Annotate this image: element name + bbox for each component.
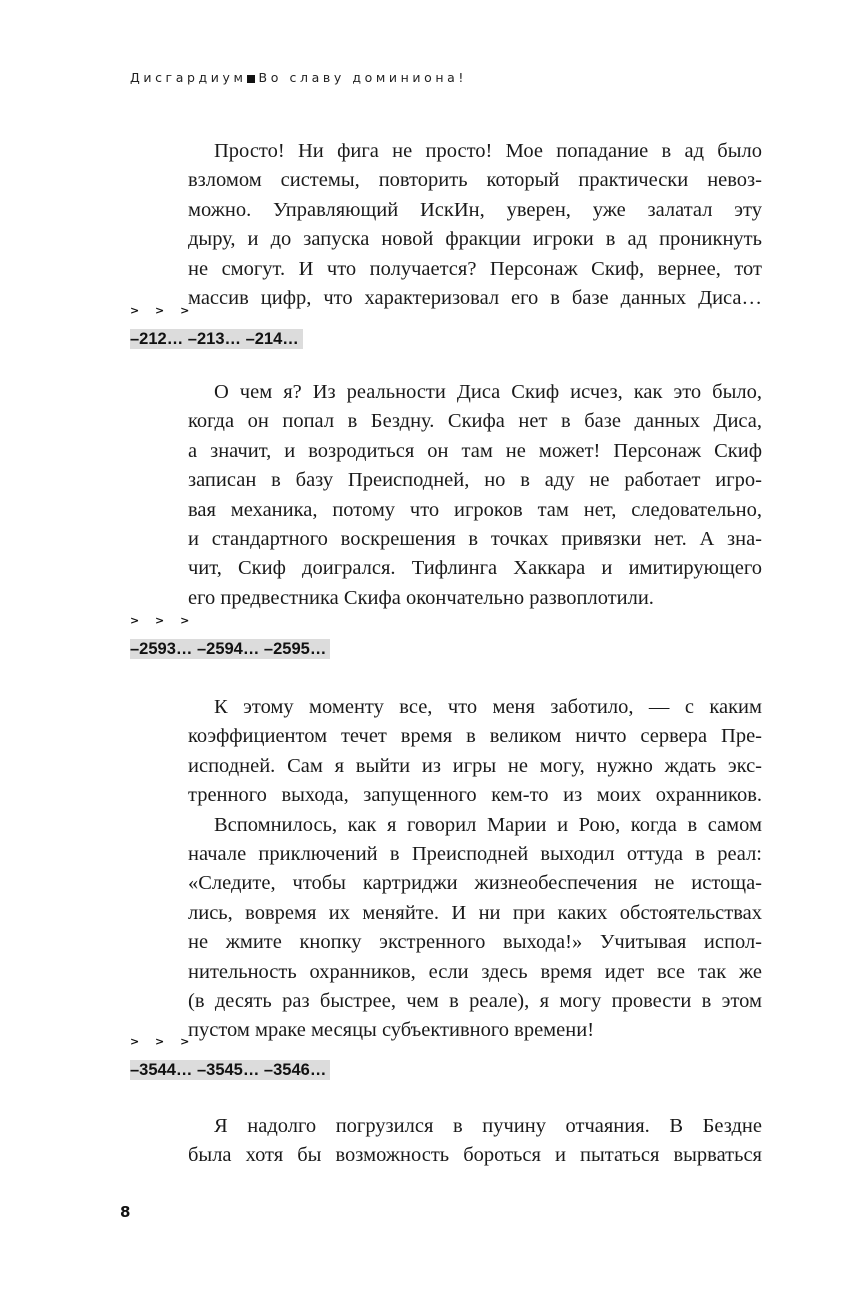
text-line: вая механика, потому что игроков там нет, следовательно, (188, 498, 762, 521)
counter-bar: –3544… –3545… –3546… (130, 1060, 330, 1080)
text-line: «Следите, чтобы картриджи жизнеобеспечения не истоща- (188, 872, 762, 895)
text-line: Я надолго погрузился в пучину отчаяния. В Бездне (214, 1115, 762, 1137)
text-line: К этому моменту все, что меня заботило, — с каким (214, 696, 762, 718)
text-line: исподней. Сам я выйти из игры не могу, нужно ждать экс- (188, 754, 762, 777)
text-line: О чем я? Из реальности Диса Скиф исчез, как это было, (214, 381, 762, 403)
text-line: пустом мраке месяцы субъективного времени! (188, 1019, 595, 1042)
text-line: Вспомнилось, как я говорил Марии и Рою, когда в самом (214, 813, 762, 836)
text-section-4 (188, 1112, 762, 1171)
text-line: не смогут. И что получается? Персонаж Скиф, вернее, тот (188, 257, 762, 280)
paragraph (188, 811, 762, 1046)
separator-marker: > > > (130, 1035, 196, 1048)
text-section-3 (188, 693, 762, 1046)
text-line: лись, вовремя их меняйте. И ни при каких обстоятельствах (188, 901, 762, 924)
text-section-1 (188, 137, 762, 313)
text-line: и стандартного воскрешения в точках привязки нет. А зна- (188, 527, 762, 550)
page-number: 8 (120, 1203, 131, 1221)
book-subtitle: Во славу доминиона! (258, 70, 468, 85)
text-line: начале приключений в Преисподней выходил оттуда в реал: (188, 842, 762, 865)
counter-bar: –212… –213… –214… (130, 329, 303, 349)
text-section-2 (188, 378, 762, 613)
text-line: записан в базу Преисподней, но в аду не работает игро- (188, 469, 762, 492)
square-bullet-icon (247, 75, 255, 83)
paragraph (188, 137, 762, 313)
text-line: была хотя бы возможность бороться и пытаться вырваться (188, 1144, 762, 1167)
text-line: не жмите кнопку экстренного выхода!» Учитывая испол- (188, 931, 762, 954)
running-header (130, 70, 467, 85)
text-line: дыру, и до запуска новой фракции игроки в ад проникнуть (188, 228, 762, 251)
separator-marker: > > > (130, 614, 196, 627)
counter-bar: –2593… –2594… –2595… (130, 639, 330, 659)
book-title: Дисгардиум (130, 70, 247, 85)
text-line: чит, Скиф доигрался. Тифлинга Хаккара и имитирующего (188, 557, 762, 580)
text-line: нительность охранников, если здесь время идет все так же (188, 960, 762, 983)
paragraph (188, 378, 762, 613)
text-line: (в десять раз быстрее, чем в реале), я могу провести в этом (188, 989, 762, 1012)
text-line: Просто! Ни фига не просто! Мое попадание в ад было (214, 140, 762, 162)
text-line: можно. Управляющий ИскИн, уверен, уже залатал эту (188, 198, 762, 221)
separator-marker: > > > (130, 304, 196, 317)
text-line: массив цифр, что характеризовал его в базе данных Диса… (188, 286, 762, 309)
text-line: его предвестника Скифа окончательно развоплотили. (188, 586, 654, 609)
paragraph (188, 1112, 762, 1171)
text-line: когда он попал в Бездну. Скифа нет в базе данных Диса, (188, 410, 762, 433)
text-line: а значит, и возродиться он там не может! Персонаж Скиф (188, 439, 762, 462)
text-line: коэффициентом течет время в великом ничто сервера Пре- (188, 725, 762, 748)
text-line: тренного выхода, запущенного кем-то из моих охранников. (188, 784, 762, 807)
text-line: взломом системы, повторить который практически невоз- (188, 169, 762, 192)
paragraph (188, 693, 762, 811)
